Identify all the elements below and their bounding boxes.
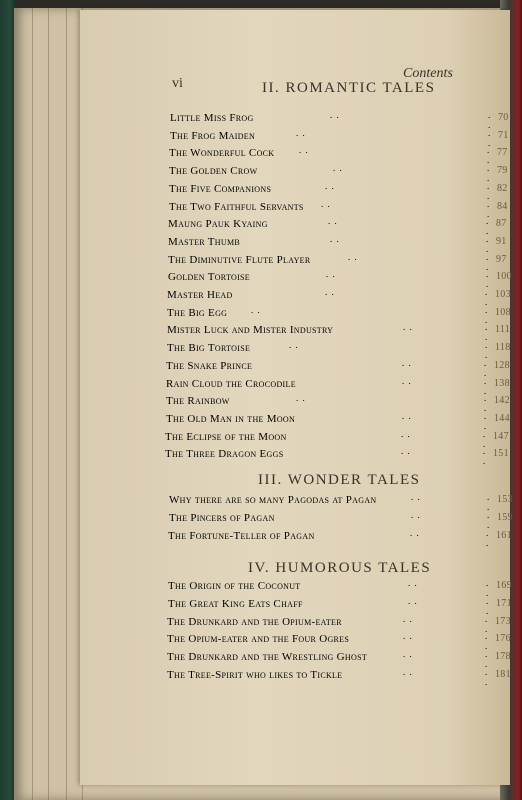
- dot-leader: . .: [487, 145, 491, 166]
- section-heading: III. WONDER TALES: [258, 472, 421, 488]
- dot-leader: . .: [408, 578, 418, 588]
- toc-page-number: 144: [494, 412, 510, 424]
- dot-leader: . .: [401, 428, 411, 439]
- dot-leader: . .: [402, 375, 412, 386]
- dot-leader: . .: [485, 649, 489, 670]
- toc-entry[interactable]: [167, 613, 511, 634]
- toc-page-number: 111: [495, 324, 511, 336]
- dot-leader: . .: [411, 492, 421, 502]
- toc-page-number: 71: [498, 129, 509, 141]
- toc-entry-title: The Golden Crow: [169, 165, 258, 178]
- dot-leader: . .: [487, 492, 491, 512]
- toc-entry[interactable]: [168, 233, 507, 254]
- dot-leader: . .: [485, 287, 489, 307]
- toc-page-number: 176: [495, 633, 511, 645]
- toc-entry-title: The Eclipse of the Moon: [165, 430, 287, 443]
- dot-leader: . .: [487, 180, 491, 201]
- toc-entry-title: The Fortune-Teller of Pagan: [168, 530, 315, 542]
- toc-entry-title: Golden Tortoise: [168, 271, 250, 284]
- dot-leader: . .: [486, 528, 490, 548]
- toc-entry[interactable]: [166, 410, 510, 431]
- toc-page-number: 91: [496, 235, 507, 247]
- toc-page-number: 108: [495, 306, 511, 318]
- toc-page-number: 169: [496, 580, 512, 591]
- toc-page-number: 103: [495, 289, 511, 300]
- toc-entry-title: Mister Luck and Mister Industry: [167, 324, 334, 337]
- dot-leader: . .: [330, 110, 340, 120]
- toc-entry[interactable]: [170, 110, 509, 130]
- dot-leader: . .: [484, 375, 488, 396]
- dot-leader: . .: [486, 595, 490, 616]
- dot-leader: . .: [486, 216, 490, 237]
- dot-leader: . .: [484, 393, 488, 414]
- toc-entry-title: Little Miss Frog: [170, 112, 254, 124]
- toc-entry[interactable]: [168, 595, 512, 616]
- toc-entry-title: The Big Egg: [167, 306, 228, 319]
- toc-entry-title: The Pincers of Pagan: [169, 512, 275, 524]
- toc-page-number: 118: [495, 342, 511, 354]
- toc-page-number: 173: [495, 615, 511, 627]
- dot-leader: . .: [486, 233, 490, 254]
- toc-entry-title: The Rainbow: [166, 395, 230, 408]
- dot-leader: . .: [485, 631, 489, 652]
- toc-entry-title: The Frog Maiden: [170, 129, 256, 142]
- dot-leader: . .: [403, 613, 413, 624]
- dot-leader: . .: [487, 198, 491, 219]
- toc-entry-title: The Five Companions: [169, 182, 272, 195]
- toc-entry[interactable]: [166, 393, 510, 414]
- toc-page-number: 82: [497, 182, 508, 194]
- running-title: Contents: [403, 66, 453, 81]
- dot-leader: . .: [296, 127, 306, 138]
- toc-entry[interactable]: [166, 375, 510, 396]
- toc-page-number: 161: [496, 530, 512, 541]
- toc-entry-title: The Tree-Spirit who likes to Tickle: [167, 669, 343, 681]
- toc-page-number: 181: [495, 669, 511, 680]
- toc-entry[interactable]: [169, 180, 508, 201]
- dot-leader: . .: [486, 269, 490, 290]
- toc-entry-title: The Wonderful Cock: [169, 147, 275, 160]
- toc-page-number: 70: [498, 112, 509, 123]
- toc-entry[interactable]: [167, 304, 511, 325]
- dot-leader: . .: [325, 180, 335, 191]
- dot-leader: . .: [485, 340, 489, 361]
- dot-leader: . .: [488, 110, 492, 130]
- dot-leader: . .: [402, 357, 412, 368]
- toc-entry[interactable]: [168, 528, 512, 548]
- toc-entry[interactable]: [168, 251, 507, 272]
- toc-entry[interactable]: [165, 446, 509, 467]
- toc-entry[interactable]: [167, 340, 511, 361]
- toc-entry-title: The Three Dragon Eggs: [165, 448, 284, 461]
- dot-leader: . .: [484, 410, 488, 431]
- section-heading: IV. HUMOROUS TALES: [248, 560, 432, 576]
- dot-leader: . .: [487, 163, 491, 184]
- toc-entry-title: Rain Cloud the Crocodile: [166, 377, 296, 390]
- toc-page-number: 97: [496, 253, 507, 265]
- toc-page-number: 79: [497, 165, 508, 177]
- toc-entry[interactable]: [168, 269, 512, 290]
- dot-leader: . .: [486, 251, 490, 272]
- dot-leader: . .: [251, 304, 261, 315]
- toc-page-number: 138: [494, 377, 510, 389]
- toc-entry[interactable]: [168, 216, 507, 237]
- dot-leader: . .: [289, 340, 299, 351]
- toc-entry-title: The Diminutive Flute Player: [168, 253, 311, 266]
- toc-page-number: 159: [497, 512, 513, 523]
- toc-entry-title: The Great King Eats Chaff: [168, 597, 303, 610]
- toc-page-number: 151: [493, 448, 509, 460]
- dot-leader: . .: [485, 304, 489, 325]
- dot-leader: . .: [403, 649, 413, 660]
- dot-leader: . .: [326, 269, 336, 280]
- toc-entry-title: The Drunkard and the Wrestling Ghost: [167, 651, 368, 664]
- toc-entry[interactable]: [167, 631, 511, 652]
- toc-entry[interactable]: [169, 145, 508, 166]
- dot-leader: . .: [403, 322, 413, 333]
- toc-entry[interactable]: [165, 428, 509, 449]
- dot-leader: . .: [321, 198, 331, 209]
- dot-leader: . .: [401, 446, 411, 457]
- dot-leader: . .: [325, 287, 335, 297]
- toc-page-number: 171: [496, 597, 512, 609]
- toc-entry[interactable]: [166, 357, 510, 378]
- dot-leader: . .: [328, 216, 338, 227]
- toc-entry[interactable]: [167, 287, 511, 307]
- dot-leader: . .: [486, 578, 490, 598]
- dot-leader: . .: [483, 446, 487, 467]
- dot-leader: . .: [333, 163, 343, 174]
- toc-entry-title: Why there are so many Pagodas at Pagan: [169, 494, 377, 506]
- toc-entry-title: Master Thumb: [168, 235, 240, 248]
- toc-page-number: 147: [493, 430, 509, 442]
- toc-entry-title: The Old Man in the Moon: [166, 412, 296, 425]
- toc-page-number: 87: [496, 218, 507, 230]
- section-heading: II. ROMANTIC TALES: [262, 80, 436, 96]
- toc-entry-title: The Drunkard and the Opium-eater: [167, 615, 342, 628]
- dot-leader: . .: [299, 145, 309, 156]
- toc-entry[interactable]: [170, 127, 509, 148]
- dot-leader: . .: [411, 510, 421, 520]
- dot-leader: . .: [483, 428, 487, 449]
- toc-entry[interactable]: [167, 649, 511, 670]
- dot-leader: . .: [485, 667, 489, 687]
- toc-page-number: 153: [497, 494, 513, 505]
- dot-leader: . .: [488, 127, 492, 148]
- toc-entry[interactable]: [168, 578, 512, 598]
- dot-leader: . .: [348, 251, 358, 262]
- dot-leader: . .: [485, 613, 489, 634]
- toc-entry[interactable]: [167, 667, 511, 687]
- toc-page-number: 178: [495, 651, 511, 663]
- toc-entry-title: Maung Pauk Kyaing: [168, 218, 268, 231]
- dot-leader: . .: [487, 510, 491, 530]
- dot-leader: . .: [403, 667, 413, 677]
- toc-entry[interactable]: [169, 492, 513, 512]
- page-number-roman: vi: [172, 76, 183, 91]
- dot-leader: . .: [484, 357, 488, 378]
- toc-entry-title: The Origin of the Coconut: [168, 580, 301, 592]
- toc-page-number: 128: [494, 359, 510, 371]
- toc-entry[interactable]: [169, 163, 508, 184]
- toc-entry-title: The Opium-eater and the Four Ogres: [167, 633, 350, 646]
- dot-leader: . .: [296, 393, 306, 404]
- toc-entry[interactable]: [167, 322, 511, 343]
- dot-leader: . .: [330, 233, 340, 244]
- toc-entry-title: Master Head: [167, 289, 233, 301]
- toc-page-number: 77: [497, 147, 508, 159]
- dot-leader: . .: [485, 322, 489, 343]
- toc-entry-title: The Snake Prince: [166, 359, 253, 372]
- toc-entry-title: The Big Tortoise: [167, 342, 251, 355]
- toc-page-number: 142: [494, 395, 510, 407]
- toc-entry-title: The Two Faithful Servants: [169, 200, 304, 213]
- toc-entry[interactable]: [169, 510, 513, 530]
- dot-leader: . .: [408, 595, 418, 606]
- dot-leader: . .: [410, 528, 420, 538]
- dot-leader: . .: [402, 410, 412, 421]
- toc-page-number: 100: [496, 271, 512, 283]
- toc-page-number: 84: [497, 200, 508, 212]
- dot-leader: . .: [403, 631, 413, 642]
- toc-entry[interactable]: [169, 198, 508, 219]
